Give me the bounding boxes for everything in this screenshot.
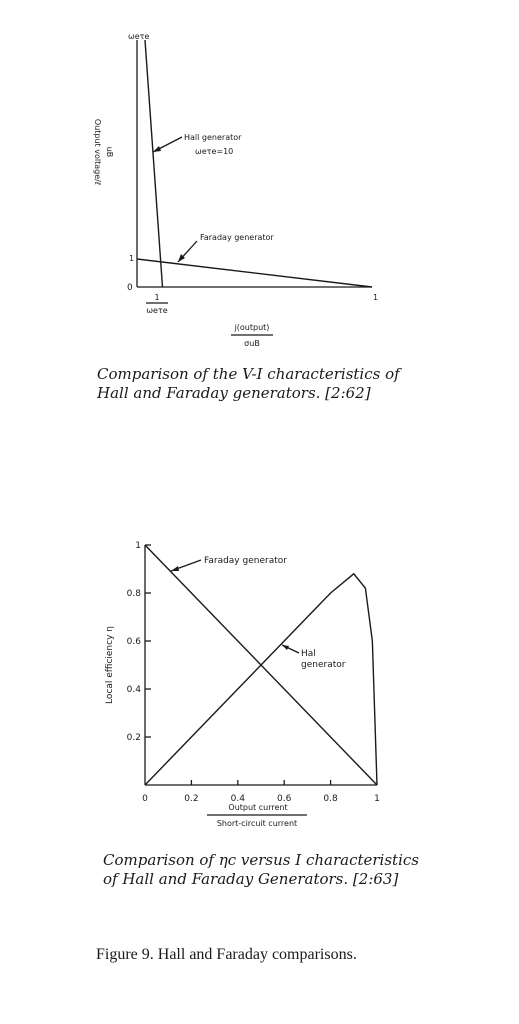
chart1-x-tick-den: ωeτe [146,306,168,315]
chart2-xlabel-den: Short-circuit current [216,819,298,828]
chart2-x-tick-label: 0.2 [184,794,199,804]
chart2-x-tick-label: 0.8 [323,794,338,804]
chart1-caption-line1: Comparison of the V-I characteristics of [97,365,400,383]
chart2-hall-line [145,574,377,785]
chart2-faraday-arrowhead [171,566,179,571]
chart1-x-one-mark: 1 [373,293,379,302]
chart2-y-tick-label: 0.4 [126,685,141,695]
chart1-faraday-label: Faraday generator [200,233,274,242]
chart1-xlabel-den: σuB [244,339,260,348]
chart2-x-tick-label: 0 [142,794,148,804]
chart2-caption-line1: Comparison of ηc versus I characteristics [103,851,419,869]
chart1-faraday-line [137,259,372,287]
chart2-y-ticks [127,541,151,743]
chart1-hall-line [145,40,163,287]
chart1-x-tick-num: 1 [154,293,160,302]
chart2-y-tick-label: 0.2 [126,733,141,743]
chart2-ylabel: Local efficiency η [105,626,115,704]
chart2 [105,541,380,828]
chart2-xlabel-num: Output current [228,803,288,812]
chart2-y-tick-label: 0.6 [126,637,141,647]
chart2-y-tick-label: 1 [135,541,141,551]
chart1-xlabel-num: j(output) [234,323,270,332]
figure-caption: Figure 9. Hall and Faraday comparisons. [96,946,357,963]
chart1-hall-arrowhead [153,146,161,152]
chart2-hall-arrowhead [282,645,289,650]
chart2-hall-label-line2: generator [301,660,346,670]
chart2-y-tick-label: 0.8 [126,589,141,599]
chart1-y-one-mark: 1 [129,254,135,263]
chart1-hall-label: Hall generator [184,133,242,142]
chart1-y-top-label: ωeτe [128,32,150,41]
chart1-caption-line2: Hall and Faraday generators. [2:62] [97,384,371,402]
chart1 [93,32,378,348]
chart2-x-tick-label: 1 [374,794,380,804]
chart1-origin-label: 0 [127,283,133,293]
chart2-x-tick-label: 0.6 [277,794,292,804]
chart2-caption-line2: of Hall and Faraday Generators. [2:63] [103,870,399,888]
chart1-ylabel-line2: uB [105,146,114,158]
chart2-hall-label-line1: Hal [301,649,316,659]
chart1-hall-param: ωeτe=10 [195,147,234,156]
chart2-faraday-label: Faraday generator [204,556,287,566]
chart2-x-ticks [142,780,380,804]
chart1-ylabel-line1: Output voltage/ℓ [93,118,102,186]
chart2-x-tick-label: 0.4 [230,794,245,804]
